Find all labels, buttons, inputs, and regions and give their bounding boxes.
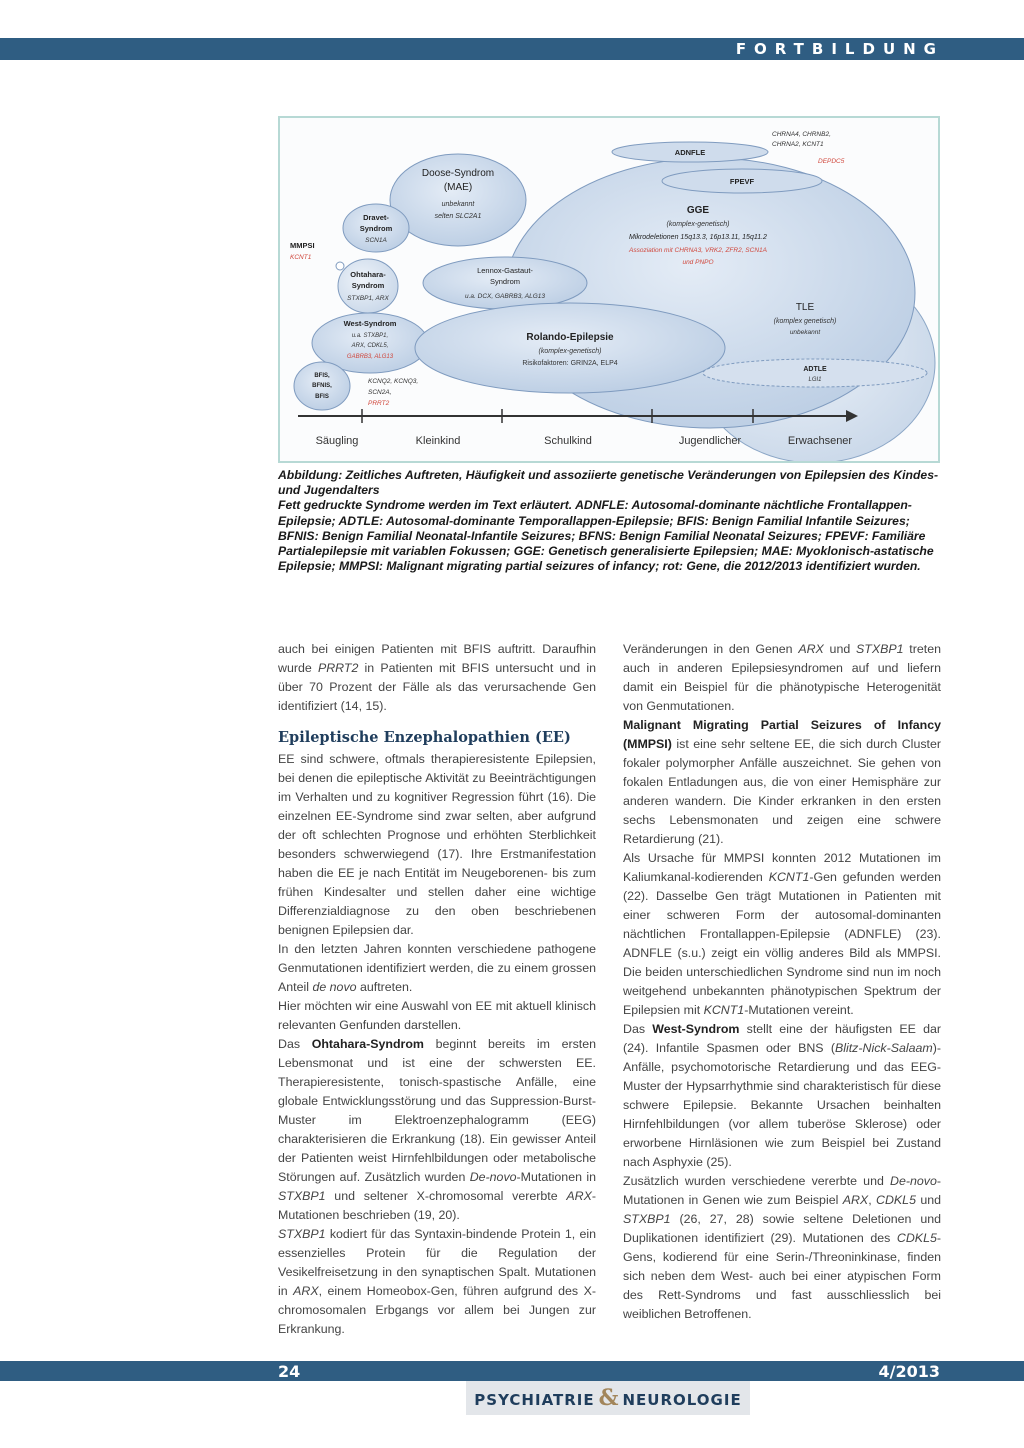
lennox-gene: u.a. DCX, GABRB3, ALG13 <box>465 293 545 300</box>
page-number: 24 <box>278 1362 301 1381</box>
bfis-label: BFNIS, <box>312 383 332 389</box>
caption-title: Abbildung: Zeitliches Auftreten, Häufigkeit und assoziierte genetische Veränderungen von Epilepsien des Kindes- und Jugendalters <box>278 468 939 498</box>
timeline-label: Säugling <box>315 435 359 447</box>
tle-label: TLE <box>795 302 815 313</box>
paragraph: auch bei einigen Patienten mit BFIS auftritt. Daraufhin wurde PRRT2 in Patienten mit BFIS untersucht und in über 70 Prozent der Fälle als das verursachende Gen identifiziert (14, 15). <box>278 642 596 713</box>
figure-caption <box>278 468 948 574</box>
tle-sub: (komplex genetisch) <box>773 318 837 325</box>
dravet-gene: SCN1A <box>365 237 387 244</box>
top-bar <box>0 38 1024 60</box>
paragraph: In den letzten Jahren konnten verschiedene pathogene Genmutationen identifiziert werden, die zu einem grossen Anteil de novo auftreten. <box>278 942 596 994</box>
section-label: FORTBILDUNG <box>735 40 944 58</box>
journal-name-right: NEUROLOGIE <box>622 1391 742 1409</box>
timeline-label: Schulkind <box>544 435 592 447</box>
diagram-svg <box>280 118 938 461</box>
paragraph: Hier möchten wir eine Auswahl von EE mit aktuell klinisch relevanten Genfunden darstellen. <box>278 999 596 1032</box>
adnfle-gene: CHRNA2, KCNT1 <box>772 141 824 148</box>
lennox-label: Lennox-Gastaut- <box>477 266 533 275</box>
timeline-label: Kleinkind <box>415 435 461 447</box>
rolando-gene: Risikofaktoren: GRIN2A, ELP4 <box>522 360 618 367</box>
tle-gene: unbekannt <box>789 329 821 336</box>
bfis-label: BFIS <box>315 394 329 400</box>
paragraph: Als Ursache für MMPSI konnten 2012 Mutationen im Kaliumkanal-kodierenden KCNT1-Gen gefunden werden (22). Dasselbe Gen trägt Mutationen in Patienten mit einer schweren Form der autosomal-dominanten nächtlichen Frontallappen-Epilepsie (ADNFLE) (23). ADNFLE (s.u.) zeigt ein völlig anderes Bild als MMPSI. Die beiden unterschiedlichen Syndrome sind nun im noch weitgehend unbekannten phänotypischen Spektrum der Epilepsien mit KCNT1-Mutationen vereint. <box>623 851 941 1017</box>
issue-number: 4/2013 <box>878 1362 940 1381</box>
gge-sub: Mikrodeletionen 15q13.3, 16p13.11, 15q11.2 <box>629 234 767 241</box>
ohtahara-label: Syndrom <box>351 281 385 290</box>
text-column-right <box>623 640 941 1324</box>
adtle-label: ADTLE <box>803 366 827 373</box>
dravet-label: Dravet- <box>363 213 389 222</box>
doose-label: Doose-Syndrom <box>421 168 495 179</box>
section-heading: Epileptische Enzephalopathien (EE) <box>278 729 571 746</box>
rolando-label: Rolando-Epilepsie <box>526 332 614 343</box>
gge-sub: (komplex-genetisch) <box>666 221 730 228</box>
doose-gene: unbekannt <box>441 201 475 208</box>
gge-gene: Assoziation mit CHRNA3, VRK2, ZFR2, SCN1A <box>629 247 767 254</box>
bfis-gene: PRRT2 <box>368 400 390 407</box>
timeline-label: Erwachsener <box>787 435 853 447</box>
paragraph: Das West-Syndrom stellt eine der häufigsten EE dar (24). Infantile Spasmen oder BNS (Blitz-Nick-Salaam)-Anfälle, psychomotorische Retardierung und das EEG-Muster der Hypsarrhythmie sind charakteristisch für diese schwere Epilepsie. Bekannte Ursachen beinhalten Hirnfehlbildungen (vor allem tuberöse Sklerose) oder erworbene Hirnläsionen wie zum Beispiel bei Zustand nach Asphyxie (25). <box>623 1022 941 1169</box>
caption-legend: Fett gedruckte Syndrome werden im Text erläutert. ADNFLE: Autosomal-dominante nächtliche Frontallappen-Epilepsie; ADTLE: Autosomal-dominante Temporallappen-Epilepsie; BFIS: Benign Familial Infantile Seizures; BFNIS: Benign Familial Neonatal-Infantile Seizures; BFNS: Benign Familial Neonatal Seizures; FPEVF: Familiäre Partialepilepsie mit variablen Fokussen; GGE: Genetisch generalisierte Epilepsien; MAE: Myoklonisch-astatische Epilepsie; MMPSI: Malignant migrating partial seizures of infancy; rot: Gene, die 2012/2013 identifiziert wurden. <box>278 498 934 574</box>
paragraph: Veränderungen in den Genen ARX und STXBP1 treten auch in anderen Epilepsiesyndromen auf und liefern damit ein Beispiel für die phänotypische Heterogenität von Genmutationen. <box>623 642 941 713</box>
figure-diagram <box>278 116 940 463</box>
bfis-gene: KCNQ2, KCNQ3, <box>368 378 419 385</box>
fpevf-label: FPEVF <box>729 177 755 186</box>
bottom-bar <box>0 1361 1024 1381</box>
west-label: West-Syndrom <box>343 319 397 328</box>
paragraph: Das Ohtahara-Syndrom beginnt bereits im ersten Lebensmonat und ist eine der schwersten EE. Therapieresistente, tonisch-spastische Anfälle, eine globale Entwicklungsstörung und das Suppression-Burst-Muster im Elektroenzephalogramm (EEG) charakterisieren die Erkrankung (18). Ein gewisser Anteil der Patienten weist Hirnfehlbildungen oder metabolische Störungen auf. Zusätzlich wurden De-novo-Mutationen in STXBP1 und seltener X-chromosomal vererbte ARX-Mutationen beschrieben (19, 20). <box>278 1037 597 1222</box>
gge-label: GGE <box>686 205 710 216</box>
paragraph: EE sind schwere, oftmals therapieresistente Epilepsien, bei denen die epileptische Aktivität zu Beeinträchtigungen im Verhalten und zu kognitiver Regression führt (16). Die einzelnen EE-Syndrome sind zwar selten, aber aufgrund der oft schlechten Prognose und erhöhten Sterblichkeit besonders schwerwiegend (17). Ihre Erstmanifestation haben die EE je nach Entität im Neugeborenen- bis zum frühen Kindesalter und stellen daher eine wichtige Differenzialdiagnose zu den oben beschriebenen benignen Epilepsien dar. <box>278 752 596 937</box>
paragraph: Zusätzlich wurden verschiedene vererbte und De-novo-Mutationen in Genen wie zum Beispiel ARX, CDKL5 und STXBP1 (26, 27, 28) sowie seltene Deletionen und Duplikationen identifiziert (29). Mutationen des CDKL5-Gens, kodierend für eine Serin-/Threoninkinase, finden sich neben dem West- auch bei einer atypischen Form des Rett-Syndroms und fast ausschliesslich bei weiblichen Betroffenen. <box>623 1174 942 1321</box>
timeline-label: Jugendlicher <box>678 435 742 447</box>
mmpsi-label: MMPSI <box>290 241 315 250</box>
paragraph: STXBP1 kodiert für das Syntaxin-bindende Protein 1, ein essenzielles Protein für die Regulation der Vesikelfreisetzung in den synaptischen Spalt. Mutationen in ARX, einem Homeobox-Gen, führen aufgrund des X-chromosomalen Erbgangs vor allem bei Jungen zur Erkrankung. <box>278 1227 596 1336</box>
journal-ampersand: & <box>598 1385 619 1411</box>
ohtahara-label: Ohtahara- <box>350 270 386 279</box>
adnfle-gene: CHRNA4, CHRNB2, <box>772 131 831 138</box>
depdc5-gene: DEPDC5 <box>818 158 845 165</box>
bfis-gene: SCN2A, <box>368 389 392 396</box>
west-gene: u.a. STXBP1, <box>351 333 389 339</box>
dravet-label: Syndrom <box>359 224 393 233</box>
mmpsi-dot <box>336 262 344 270</box>
journal-logo <box>466 1381 750 1415</box>
mmpsi-gene: KCNT1 <box>290 254 312 261</box>
doose-gene: selten SLC2A1 <box>434 213 482 220</box>
journal-name-left: PSYCHIATRIE <box>474 1391 595 1409</box>
lennox-label: Syndrom <box>489 277 521 286</box>
adtle-gene: LGI1 <box>808 377 822 383</box>
rolando-sub: (komplex-genetisch) <box>538 348 602 355</box>
west-gene: GABRB3, ALG13 <box>346 354 394 360</box>
gge-gene: und PNPO <box>682 259 714 266</box>
ohtahara-gene: STXBP1, ARX <box>347 295 389 302</box>
west-gene: ARX, CDKL5, <box>351 343 389 349</box>
adnfle-label: ADNFLE <box>674 148 706 157</box>
paragraph: Malignant Migrating Partial Seizures of Infancy (MMPSI) ist eine sehr seltene EE, die sich durch Cluster fokaler polymorpher Anfälle auszeichnet. Sie gehen von fokalen Entladungen aus, die von einer Hemisphäre zur anderen wandern. Die Kinder erkranken in den ersten sechs Lebensmonaten und zeigen eine schwere Retardierung (21). <box>623 718 941 846</box>
bfis-label: BFIS, <box>314 373 330 379</box>
text-column-left <box>278 640 596 1339</box>
doose-label: (MAE) <box>443 182 473 193</box>
